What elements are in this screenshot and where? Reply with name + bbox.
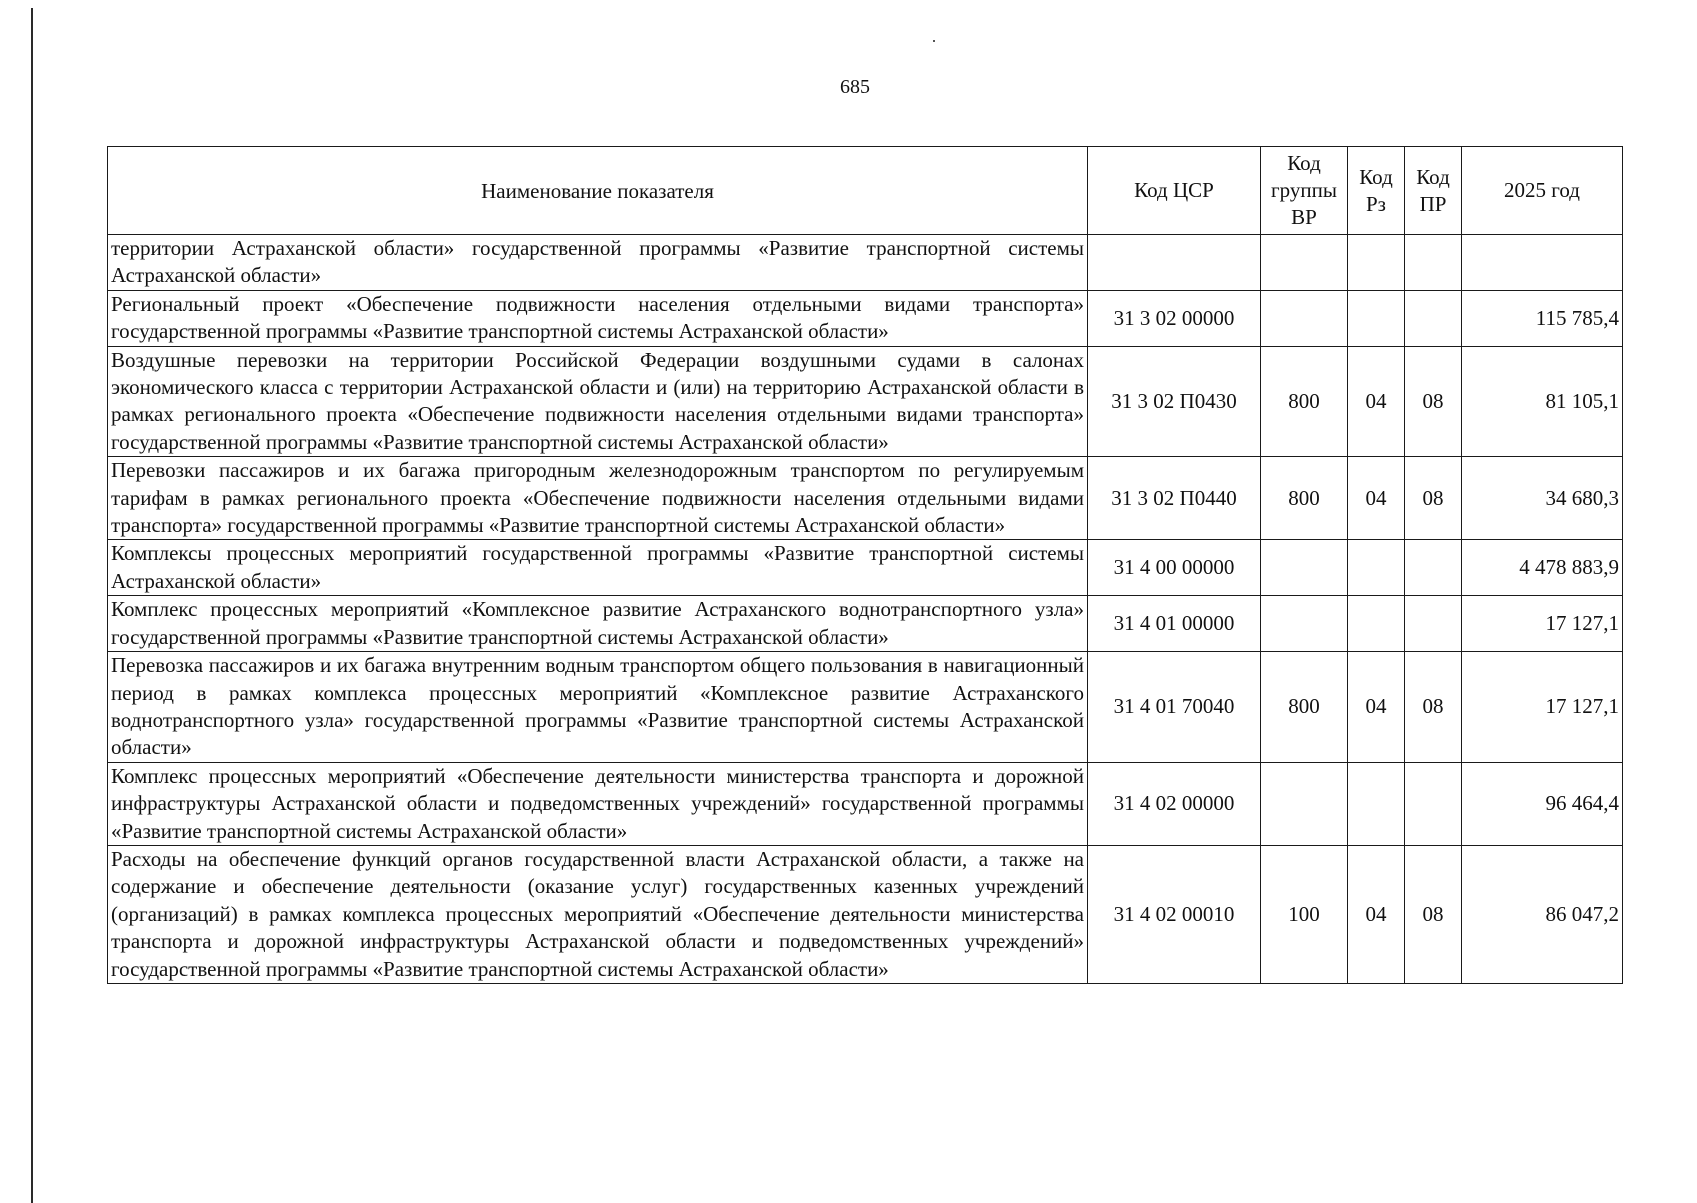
row-csr: 31 4 01 70040 bbox=[1088, 652, 1261, 763]
row-csr: 31 3 02 П0440 bbox=[1088, 457, 1261, 540]
row-amount bbox=[1462, 235, 1623, 291]
row-rz: 04 bbox=[1348, 457, 1405, 540]
row-csr: 31 4 01 00000 bbox=[1088, 596, 1261, 652]
table-header-row bbox=[108, 147, 1623, 235]
row-pr bbox=[1405, 762, 1462, 845]
row-name: территории Астраханской области» государственной программы «Развитие транспортной системы Астраханской области» bbox=[108, 235, 1088, 291]
row-rz: 04 bbox=[1348, 652, 1405, 763]
row-csr: 31 4 02 00000 bbox=[1088, 762, 1261, 845]
row-amount: 17 127,1 bbox=[1462, 596, 1623, 652]
row-vr bbox=[1261, 290, 1348, 346]
row-name: Комплекс процессных мероприятий «Комплексное развитие Астраханского воднотранспортного узла» государственной программы «Развитие транспортной системы Астраханской области» bbox=[108, 596, 1088, 652]
row-vr: 100 bbox=[1261, 845, 1348, 983]
row-name: Комплекс процессных мероприятий «Обеспечение деятельности министерства транспорта и дорожной инфраструктуры Астраханской области и подведомственных учреждений» государственной программы «Развитие транспортной системы Астраханской области» bbox=[108, 762, 1088, 845]
row-vr: 800 bbox=[1261, 457, 1348, 540]
row-amount: 17 127,1 bbox=[1462, 652, 1623, 763]
row-vr bbox=[1261, 540, 1348, 596]
table-row bbox=[108, 652, 1623, 763]
scan-speck bbox=[933, 40, 935, 42]
page-margin-line bbox=[31, 8, 33, 1203]
row-amount: 34 680,3 bbox=[1462, 457, 1623, 540]
table-row bbox=[108, 290, 1623, 346]
header-csr: Код ЦСР bbox=[1088, 147, 1261, 235]
row-pr: 08 bbox=[1405, 652, 1462, 763]
row-vr bbox=[1261, 235, 1348, 291]
row-amount: 115 785,4 bbox=[1462, 290, 1623, 346]
header-vr: Код группы ВР bbox=[1261, 147, 1348, 235]
header-name: Наименование показателя bbox=[108, 147, 1088, 235]
row-rz bbox=[1348, 235, 1405, 291]
row-name: Воздушные перевозки на территории Российской Федерации воздушными судами в салонах экономического класса с территории Астраханской области и (или) на территорию Астраханской области в рамках регионального проекта «Обеспечение подвижности населения отдельными видами транспорта» государственной программы «Развитие транспортной системы Астраханской области» bbox=[108, 346, 1088, 457]
row-amount: 96 464,4 bbox=[1462, 762, 1623, 845]
row-pr bbox=[1405, 290, 1462, 346]
row-rz bbox=[1348, 596, 1405, 652]
row-pr bbox=[1405, 235, 1462, 291]
table-row bbox=[108, 235, 1623, 291]
table-row bbox=[108, 346, 1623, 457]
header-rz: Код Рз bbox=[1348, 147, 1405, 235]
row-pr bbox=[1405, 540, 1462, 596]
row-pr bbox=[1405, 596, 1462, 652]
row-name: Региональный проект «Обеспечение подвижности населения отдельными видами транспорта» государственной программы «Развитие транспортной системы Астраханской области» bbox=[108, 290, 1088, 346]
row-vr: 800 bbox=[1261, 346, 1348, 457]
row-csr bbox=[1088, 235, 1261, 291]
row-csr: 31 4 00 00000 bbox=[1088, 540, 1261, 596]
page-number: 685 bbox=[840, 76, 870, 98]
table-row bbox=[108, 596, 1623, 652]
row-csr: 31 3 02 00000 bbox=[1088, 290, 1261, 346]
row-rz bbox=[1348, 762, 1405, 845]
row-pr: 08 bbox=[1405, 346, 1462, 457]
row-vr: 800 bbox=[1261, 652, 1348, 763]
row-amount: 81 105,1 bbox=[1462, 346, 1623, 457]
header-pr: Код ПР bbox=[1405, 147, 1462, 235]
row-vr bbox=[1261, 762, 1348, 845]
row-vr bbox=[1261, 596, 1348, 652]
table-row bbox=[108, 762, 1623, 845]
row-name: Расходы на обеспечение функций органов государственной власти Астраханской области, а также на содержание и обеспечение деятельности (оказание услуг) государственных казенных учреждений (организаций) в рамках комплекса процессных мероприятий «Обеспечение деятельности министерства транспорта и дорожной инфраструктуры Астраханской области и подведомственных учреждений» государственной программы «Развитие транспортной системы Астраханской области» bbox=[108, 845, 1088, 983]
row-pr: 08 bbox=[1405, 845, 1462, 983]
header-year: 2025 год bbox=[1462, 147, 1623, 235]
row-csr: 31 3 02 П0430 bbox=[1088, 346, 1261, 457]
row-rz: 04 bbox=[1348, 346, 1405, 457]
table-row bbox=[108, 457, 1623, 540]
row-amount: 4 478 883,9 bbox=[1462, 540, 1623, 596]
row-rz bbox=[1348, 290, 1405, 346]
row-amount: 86 047,2 bbox=[1462, 845, 1623, 983]
row-name: Комплексы процессных мероприятий государственной программы «Развитие транспортной системы Астраханской области» bbox=[108, 540, 1088, 596]
row-name: Перевозка пассажиров и их багажа внутренним водным транспортом общего пользования в навигационный период в рамках комплекса процессных мероприятий «Комплексное развитие Астраханского воднотранспортного узла» государственной программы «Развитие транспортной системы Астраханской области» bbox=[108, 652, 1088, 763]
budget-table bbox=[107, 146, 1623, 984]
row-csr: 31 4 02 00010 bbox=[1088, 845, 1261, 983]
row-rz bbox=[1348, 540, 1405, 596]
row-name: Перевозки пассажиров и их багажа пригородным железнодорожным транспортом по регулируемым тарифам в рамках регионального проекта «Обеспечение подвижности населения отдельными видами транспорта» государственной программы «Развитие транспортной системы Астраханской области» bbox=[108, 457, 1088, 540]
row-rz: 04 bbox=[1348, 845, 1405, 983]
table-row bbox=[108, 540, 1623, 596]
row-pr: 08 bbox=[1405, 457, 1462, 540]
table-row bbox=[108, 845, 1623, 983]
